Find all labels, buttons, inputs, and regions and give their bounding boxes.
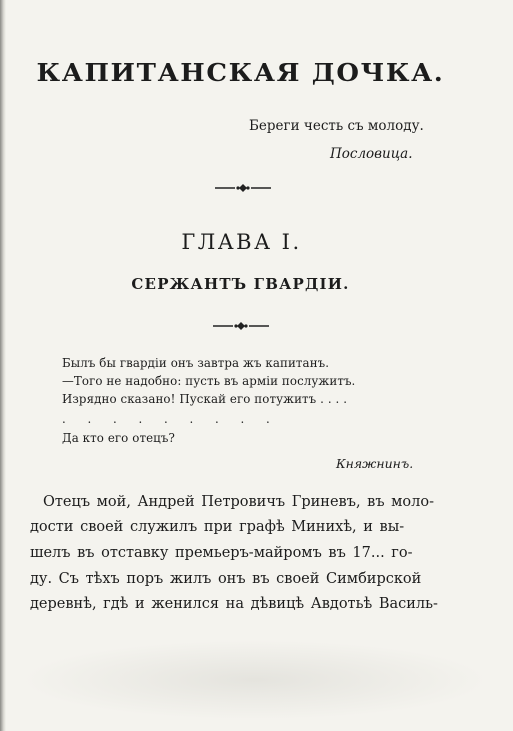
epigraph-source: Пословица. [330, 146, 413, 162]
ornament-divider-bottom [0, 316, 497, 335]
verse-line: Да кто его отецъ? [62, 431, 175, 445]
prose-line: Отецъ мой, Андрей Петровичъ Гриневъ, въ моло- [43, 494, 435, 510]
ornament-divider-top [0, 178, 499, 197]
ornament-icon [213, 183, 273, 193]
epigraph-text: Береги честь съ молоду. [249, 118, 424, 134]
chapter-title: СЕРЖАНТЪ ГВАРДІИ. [131, 275, 350, 293]
prose-line: деревнѣ, гдѣ и женился на дѣвицѣ Авдотьѣ Василь- [30, 596, 438, 612]
verse-line: Изрядно сказано! Пускай его потужитъ . . . . [62, 392, 348, 406]
verse-line: Былъ бы гвардіи онъ завтра жъ капитанъ. [62, 356, 330, 370]
ornament-icon [211, 321, 271, 331]
verse-ellipsis-line: . . . . . . . . . [62, 412, 279, 426]
chapter-number: ГЛАВА I. [181, 230, 302, 254]
prose-line: дости своей служилъ при графѣ Минихѣ, и вы- [30, 519, 405, 535]
prose-line: ду. Съ тѣхъ поръ жилъ онъ въ своей Симбирской [30, 571, 422, 587]
book-title: КАПИТАНСКАЯ ДОЧКА. [36, 58, 445, 87]
verse-line: —Того не надобно: пусть въ арміи послужитъ. [62, 374, 356, 388]
page-edge-shadow [0, 0, 6, 731]
paper-stain [20, 640, 490, 720]
prose-line: шелъ въ отставку премьеръ-майромъ въ 17... го- [30, 545, 413, 561]
verse-source: Княжнинъ. [336, 456, 414, 471]
